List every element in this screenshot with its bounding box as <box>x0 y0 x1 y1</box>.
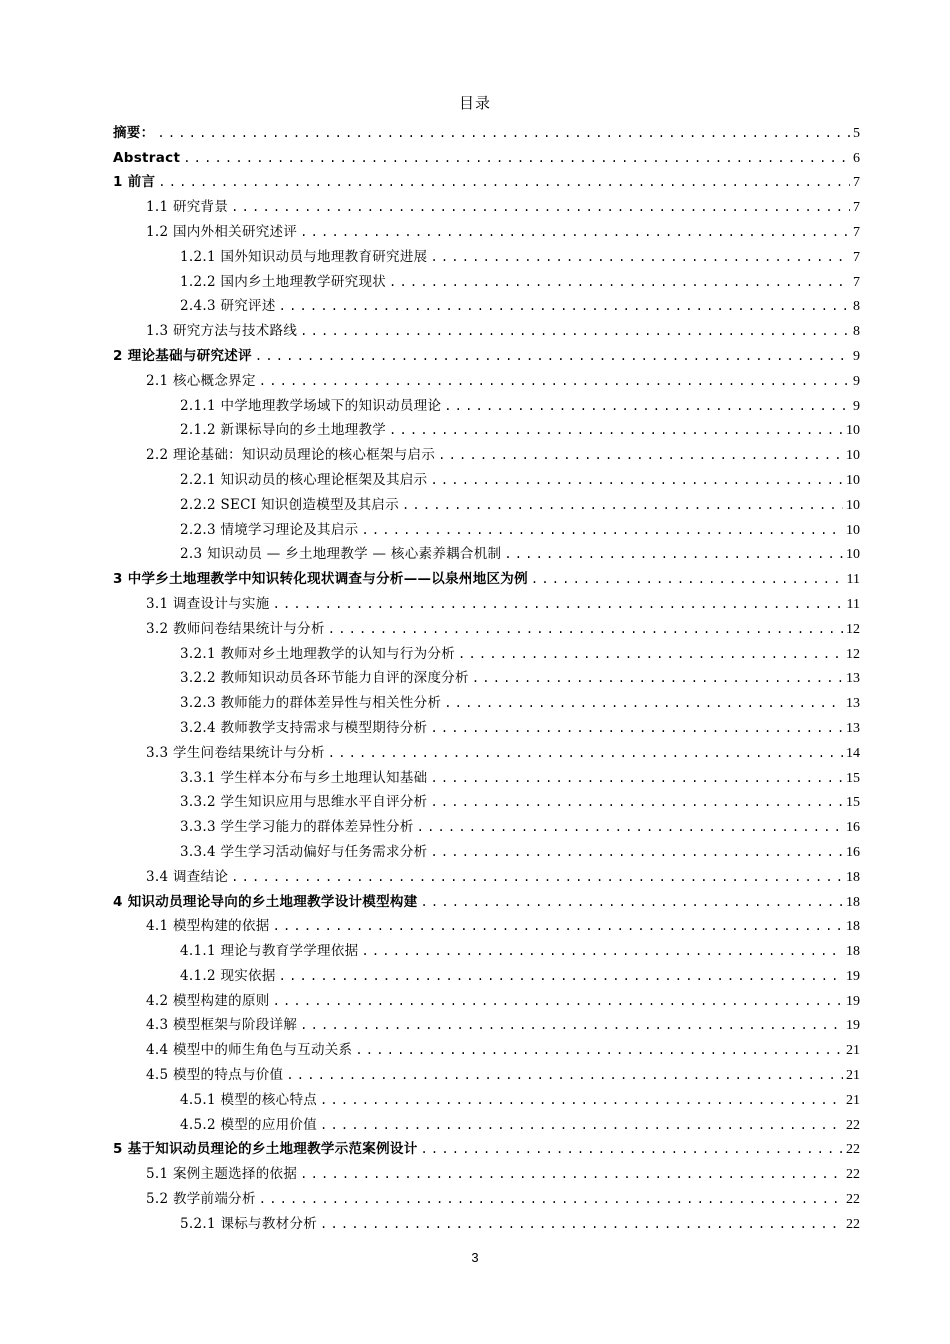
toc-entry-page: 18 <box>846 944 860 960</box>
toc-leader-dots <box>300 1017 843 1034</box>
toc-entry-page: 13 <box>846 720 860 736</box>
toc-entry-label: 4.1 模型构建的依据 <box>146 918 270 935</box>
toc-entry-label: 4.1.2 现实依据 <box>180 967 276 984</box>
toc-entry[interactable] <box>113 315 860 340</box>
toc-entry-page: 15 <box>846 770 860 786</box>
toc-entry-page: 18 <box>846 869 860 885</box>
toc-entry[interactable] <box>113 266 860 291</box>
table-of-contents <box>113 117 860 1233</box>
toc-entry[interactable] <box>113 390 860 415</box>
toc-entry-label: 2.1.2 新课标导向的乡土地理教学 <box>180 422 387 439</box>
toc-entry-label: 3 中学乡土地理教学中知识转化现状调查与分析——以泉州地区为例 <box>113 571 528 588</box>
toc-entry-page: 18 <box>846 919 860 935</box>
toc-entry[interactable] <box>113 1034 860 1059</box>
toc-entry-page: 9 <box>853 373 860 389</box>
toc-entry-page: 10 <box>846 448 860 464</box>
toc-entry[interactable] <box>113 415 860 440</box>
toc-entry-page: 11 <box>846 572 860 588</box>
toc-entry-label: 4.5.2 模型的应用价值 <box>180 1116 318 1133</box>
toc-leader-dots <box>355 1042 843 1059</box>
toc-entry[interactable] <box>113 1208 860 1233</box>
toc-entry-page: 19 <box>846 1018 860 1034</box>
toc-entry-page: 16 <box>846 844 860 860</box>
toc-entry-page: 19 <box>846 993 860 1009</box>
toc-leader-dots <box>300 224 850 241</box>
toc-entry-page: 22 <box>846 1167 860 1183</box>
toc-entry[interactable] <box>113 191 860 216</box>
toc-entry[interactable] <box>113 1059 860 1084</box>
toc-entry[interactable] <box>113 1084 860 1109</box>
toc-entry-label: 3.2.3 教师能力的群体差异性与相关性分析 <box>180 695 442 712</box>
toc-entry-page: 7 <box>853 175 860 191</box>
toc-entry-label: 2.2.3 情境学习理论及其启示 <box>180 521 359 538</box>
toc-leader-dots <box>231 869 843 886</box>
toc-entry-label: 5.2.1 课标与教材分析 <box>180 1215 318 1232</box>
toc-leader-dots <box>259 1191 843 1208</box>
toc-entry-label: 4.2 模型构建的原则 <box>146 992 270 1009</box>
toc-entry-label: 3.3.3 学生学习能力的群体差异性分析 <box>180 819 414 836</box>
toc-entry[interactable] <box>113 861 860 886</box>
toc-entry-page: 10 <box>846 423 860 439</box>
toc-leader-dots <box>504 546 843 563</box>
toc-entry[interactable] <box>113 464 860 489</box>
toc-entry-label: 4.1.1 理论与教育学学理依据 <box>180 943 359 960</box>
toc-entry-label: 2.4.3 研究评述 <box>180 298 276 315</box>
toc-leader-dots <box>402 497 843 514</box>
toc-entry-label: 3.1 调查设计与实施 <box>146 595 270 612</box>
toc-leader-dots <box>430 794 843 811</box>
toc-leader-dots <box>279 968 843 985</box>
toc-entry-label: 1.2 国内外相关研究述评 <box>146 223 298 240</box>
toc-entry-page: 6 <box>853 150 860 166</box>
toc-entry[interactable] <box>113 687 860 712</box>
toc-entry-label: 3.3.2 学生知识应用与思维水平自评分析 <box>180 794 428 811</box>
toc-entry[interactable] <box>113 613 860 638</box>
toc-entry-page: 16 <box>846 820 860 836</box>
toc-leader-dots <box>158 174 850 191</box>
toc-entry-label: 5.2 教学前端分析 <box>146 1191 256 1208</box>
toc-entry-page: 22 <box>846 1142 860 1158</box>
toc-entry-label: 1.2.2 国内乡土地理教学研究现状 <box>180 273 387 290</box>
toc-entry-label: 4.5.1 模型的核心特点 <box>180 1091 318 1108</box>
toc-entry-page: 22 <box>846 1192 860 1208</box>
toc-entry-page: 21 <box>846 1092 860 1108</box>
toc-entry-page: 13 <box>846 696 860 712</box>
toc-entry[interactable] <box>113 167 860 192</box>
toc-entry-label: 3.2.4 教师教学支持需求与模型期待分析 <box>180 719 428 736</box>
toc-entry-page: 10 <box>846 547 860 563</box>
toc-entry-page: 21 <box>846 1068 860 1084</box>
toc-entry-page: 7 <box>853 274 860 290</box>
toc-entry-label: 1.3 研究方法与技术路线 <box>146 323 298 340</box>
toc-entry[interactable] <box>113 911 860 936</box>
toc-entry-label: 2.3 知识动员 — 乡土地理教学 — 核心素养耦合机制 <box>180 546 502 563</box>
toc-entry-label: 2.2.1 知识动员的核心理论框架及其启示 <box>180 471 428 488</box>
toc-entry-page: 5 <box>853 125 860 141</box>
toc-leader-dots <box>183 150 850 167</box>
toc-entry-label: 2 理论基础与研究述评 <box>113 347 252 364</box>
toc-entry-page: 11 <box>846 596 860 612</box>
toc-entry[interactable] <box>113 365 860 390</box>
toc-entry[interactable] <box>113 787 860 812</box>
toc-leader-dots <box>430 249 850 266</box>
toc-entry-page: 12 <box>846 621 860 637</box>
toc-title: 目录 <box>458 94 491 112</box>
toc-leader-dots <box>430 720 843 737</box>
toc-leader-dots <box>320 1092 843 1109</box>
toc-entry-label: 2.2.2 SECI 知识创造模型及其启示 <box>180 496 399 513</box>
toc-entry[interactable] <box>113 291 860 316</box>
toc-leader-dots <box>255 348 850 365</box>
toc-leader-dots <box>444 398 850 415</box>
toc-entry-label: 3.3.1 学生样本分布与乡土地理认知基础 <box>180 769 428 786</box>
toc-leader-dots <box>300 323 850 340</box>
toc-entry-label: 摘要： <box>113 124 155 141</box>
toc-entry-page: 22 <box>846 1117 860 1133</box>
toc-leader-dots <box>421 894 844 911</box>
toc-entry-page: 15 <box>846 795 860 811</box>
toc-leader-dots <box>328 745 843 762</box>
toc-entry[interactable] <box>113 539 860 564</box>
toc-entry[interactable] <box>113 563 860 588</box>
toc-leader-dots <box>430 472 843 489</box>
toc-entry-page: 18 <box>846 894 860 910</box>
toc-leader-dots <box>430 770 843 787</box>
toc-leader-dots <box>444 695 843 712</box>
toc-leader-dots <box>458 646 843 663</box>
toc-entry-page: 19 <box>846 968 860 984</box>
toc-entry[interactable] <box>113 811 860 836</box>
toc-entry-label: 3.2.1 教师对乡土地理教学的认知与行为分析 <box>180 645 456 662</box>
toc-entry-label: 3.3 学生问卷结果统计与分析 <box>146 744 325 761</box>
toc-entry[interactable] <box>113 216 860 241</box>
toc-leader-dots <box>273 918 843 935</box>
toc-entry-label: 4 知识动员理论导向的乡土地理教学设计模型构建 <box>113 893 418 910</box>
toc-leader-dots <box>320 1117 843 1134</box>
toc-entry[interactable] <box>113 1158 860 1183</box>
toc-entry-page: 8 <box>853 299 860 315</box>
toc-leader-dots <box>438 447 843 464</box>
toc-entry-label: 3.2.2 教师知识动员各环节能力自评的深度分析 <box>180 670 469 687</box>
toc-entry-page: 21 <box>846 1043 860 1059</box>
toc-leader-dots <box>286 1067 843 1084</box>
toc-leader-dots <box>430 844 843 861</box>
page-number: 3 <box>471 1250 479 1265</box>
toc-entry[interactable] <box>113 1183 860 1208</box>
toc-entry-page: 8 <box>853 324 860 340</box>
toc-leader-dots <box>421 1141 844 1158</box>
toc-entry-label: 1 前言 <box>113 174 156 191</box>
toc-entry[interactable] <box>113 886 860 911</box>
toc-entry-label: 4.4 模型中的师生角色与互动关系 <box>146 1042 353 1059</box>
toc-entry-page: 9 <box>853 398 860 414</box>
toc-leader-dots <box>320 1216 843 1233</box>
toc-entry-label: 2.1 核心概念界定 <box>146 372 256 389</box>
toc-entry[interactable] <box>113 588 860 613</box>
toc-entry-page: 10 <box>846 497 860 513</box>
toc-leader-dots <box>531 571 844 588</box>
toc-entry-label: Abstract <box>113 149 181 166</box>
toc-leader-dots <box>361 943 843 960</box>
toc-entry[interactable] <box>113 985 860 1010</box>
toc-entry-label: 3.3.4 学生学习活动偏好与任务需求分析 <box>180 843 428 860</box>
toc-leader-dots <box>472 670 843 687</box>
toc-entry-label: 3.2 教师问卷结果统计与分析 <box>146 620 325 637</box>
toc-leader-dots <box>328 621 843 638</box>
toc-entry-label: 3.4 调查结论 <box>146 868 229 885</box>
toc-entry-page: 7 <box>853 249 860 265</box>
toc-entry-label: 4.3 模型框架与阶段详解 <box>146 1017 298 1034</box>
toc-leader-dots <box>389 274 850 291</box>
toc-entry[interactable] <box>113 935 860 960</box>
toc-entry-label: 1.2.1 国外知识动员与地理教育研究进展 <box>180 248 428 265</box>
toc-entry-label: 1.1 研究背景 <box>146 199 229 216</box>
toc-leader-dots <box>259 373 850 390</box>
toc-entry[interactable] <box>113 1010 860 1035</box>
toc-entry-page: 7 <box>853 200 860 216</box>
toc-leader-dots <box>279 298 850 315</box>
toc-entry[interactable] <box>113 737 860 762</box>
toc-entry-page: 14 <box>846 745 860 761</box>
toc-entry-page: 13 <box>846 671 860 687</box>
toc-entry[interactable] <box>113 638 860 663</box>
toc-entry-label: 5 基于知识动员理论的乡土地理教学示范案例设计 <box>113 1141 418 1158</box>
toc-entry[interactable] <box>113 836 860 861</box>
toc-entry-label: 5.1 案例主题选择的依据 <box>146 1166 298 1183</box>
toc-entry[interactable] <box>113 489 860 514</box>
toc-entry[interactable] <box>113 1134 860 1159</box>
toc-entry[interactable] <box>113 142 860 167</box>
toc-leader-dots <box>300 1166 843 1183</box>
toc-entry[interactable] <box>113 439 860 464</box>
toc-entry[interactable] <box>113 960 860 985</box>
toc-leader-dots <box>231 199 850 216</box>
toc-entry[interactable] <box>113 762 860 787</box>
toc-entry-label: 2.1.1 中学地理教学场域下的知识动员理论 <box>180 397 442 414</box>
toc-leader-dots <box>273 993 843 1010</box>
toc-entry[interactable] <box>113 340 860 365</box>
toc-entry[interactable] <box>113 1109 860 1134</box>
toc-entry[interactable] <box>113 241 860 266</box>
toc-leader-dots <box>157 125 850 142</box>
toc-entry[interactable] <box>113 514 860 539</box>
toc-leader-dots <box>361 522 843 539</box>
toc-entry-label: 4.5 模型的特点与价值 <box>146 1067 284 1084</box>
toc-entry-page: 22 <box>846 1216 860 1232</box>
toc-leader-dots <box>273 596 844 613</box>
toc-entry-page: 9 <box>853 348 860 364</box>
toc-entry[interactable] <box>113 117 860 142</box>
toc-entry-page: 7 <box>853 224 860 240</box>
toc-entry-label: 2.2 理论基础：知识动员理论的核心框架与启示 <box>146 447 436 464</box>
toc-leader-dots <box>389 422 843 439</box>
toc-entry[interactable] <box>113 712 860 737</box>
toc-entry-page: 12 <box>846 646 860 662</box>
toc-entry[interactable] <box>113 663 860 688</box>
toc-entry-page: 10 <box>846 472 860 488</box>
toc-leader-dots <box>417 819 843 836</box>
toc-entry-page: 10 <box>846 522 860 538</box>
